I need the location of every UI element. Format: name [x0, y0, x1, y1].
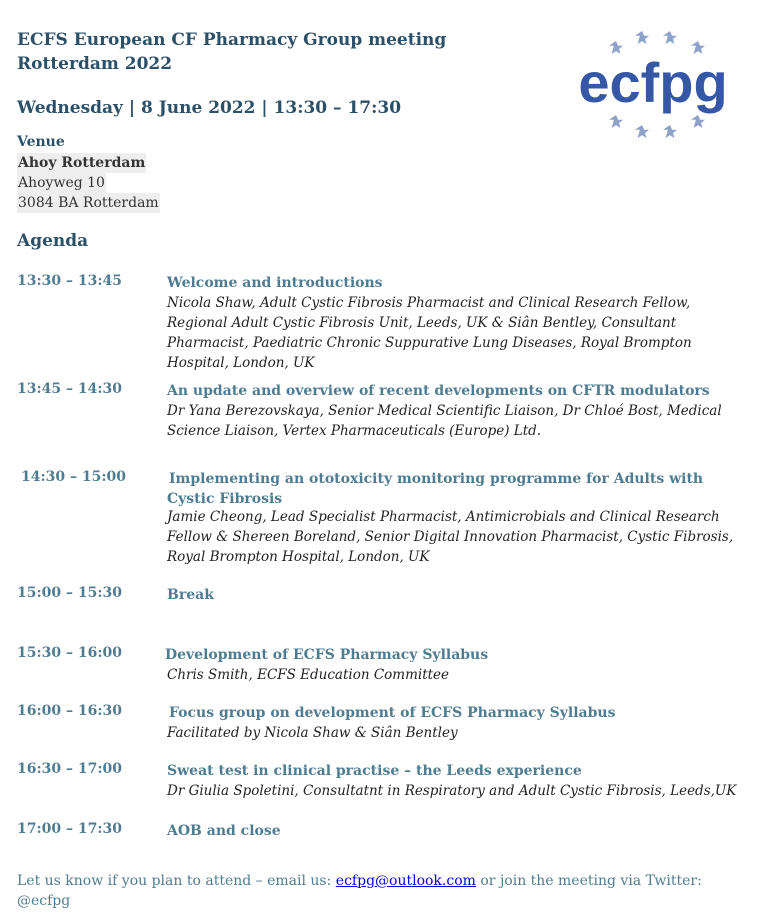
agenda-time: 17:00 – 17:30: [17, 821, 123, 837]
agenda-speaker: Jamie Cheong, Lead Specialist Pharmacist, Antimicrobials and Clinical Research Fellow & Shereen Boreland, Senior Digital Innovation Pharmacist, Cystic Fibrosis, Royal Brompton Hospital, London, UK: [167, 509, 734, 565]
venue-label: Venue: [17, 134, 65, 150]
agenda-title: AOB and close: [167, 823, 281, 839]
agenda-time: 14:30 – 15:00: [21, 469, 127, 485]
agenda-time: 16:00 – 16:30: [17, 703, 123, 719]
agenda-title: Development of ECFS Pharmacy Syllabus: [165, 647, 489, 663]
agenda-speaker: Facilitated by Nicola Shaw & Siân Bentley: [167, 725, 458, 741]
agenda-title: Break: [167, 587, 214, 603]
agenda-speaker: Dr Yana Berezovskaya, Senior Medical Scientific Liaison, Dr Chloé Bost, Medical Science Liaison, Vertex Pharmaceuticals (Europe) Ltd.: [167, 403, 722, 439]
ecfpg-logo: [558, 26, 748, 150]
venue-city: 3084 BA Rotterdam: [18, 195, 159, 211]
agenda-time: 16:30 – 17:00: [17, 761, 123, 777]
footer-text-before: Let us know if you plan to attend – email us:: [17, 873, 336, 889]
star-icon: [635, 125, 649, 138]
star-icon: [663, 125, 677, 138]
email-link[interactable]: ecfpg@outlook.com: [335, 873, 476, 889]
ecfpg-logo-graphic: [558, 26, 748, 150]
agenda-time: 15:00 – 15:30: [17, 585, 123, 601]
agenda-speaker: Dr Giulia Spoletini, Consultatnt in Respiratory and Adult Cystic Fibrosis, Leeds,UK: [167, 783, 737, 799]
agenda-speaker: Nicola Shaw, Adult Cystic Fibrosis Pharmacist and Clinical Research Fellow, Regional Adult Cystic Fibrosis Unit, Leeds, UK & Siân Bentley, Consultant Pharmacist, Paediatric Chronic Suppurative Lung Diseases, Royal Brompton Hospital, London, UK: [167, 295, 692, 371]
logo-text: ecfpg: [578, 51, 728, 114]
star-icon: [609, 115, 623, 128]
agenda-time: 13:45 – 14:30: [17, 381, 123, 397]
star-icon: [691, 115, 705, 128]
footer-text-after: or join the meeting via Twitter: @ecfpg: [17, 873, 702, 909]
agenda-time: 13:30 – 13:45: [17, 273, 123, 289]
agenda-heading: Agenda: [17, 231, 89, 251]
venue-name: Ahoy Rotterdam: [18, 155, 146, 171]
star-icon: [663, 31, 677, 44]
agenda-time: 15:30 – 16:00: [17, 645, 123, 661]
star-icon: [635, 31, 649, 44]
footer-note: [17, 871, 747, 911]
meeting-date: Wednesday | 8 June 2022 | 13:30 – 17:30: [17, 98, 402, 118]
agenda-title: Implementing an ototoxicity monitoring programme for Adults with Cystic Fibrosis: [167, 471, 704, 507]
agenda-speaker: Chris Smith, ECFS Education Committee: [167, 667, 450, 683]
agenda-title: Sweat test in clinical practise – the Leeds experience: [167, 763, 582, 779]
venue-street: Ahoyweg 10: [18, 175, 105, 191]
page-title: ECFS European CF Pharmacy Group meeting Rotterdam 2022: [17, 30, 447, 74]
agenda-title: An update and overview of recent developments on CFTR modulators: [167, 383, 710, 399]
agenda-title: Welcome and introductions: [167, 275, 383, 291]
agenda-title: Focus group on development of ECFS Pharmacy Syllabus: [169, 705, 616, 721]
